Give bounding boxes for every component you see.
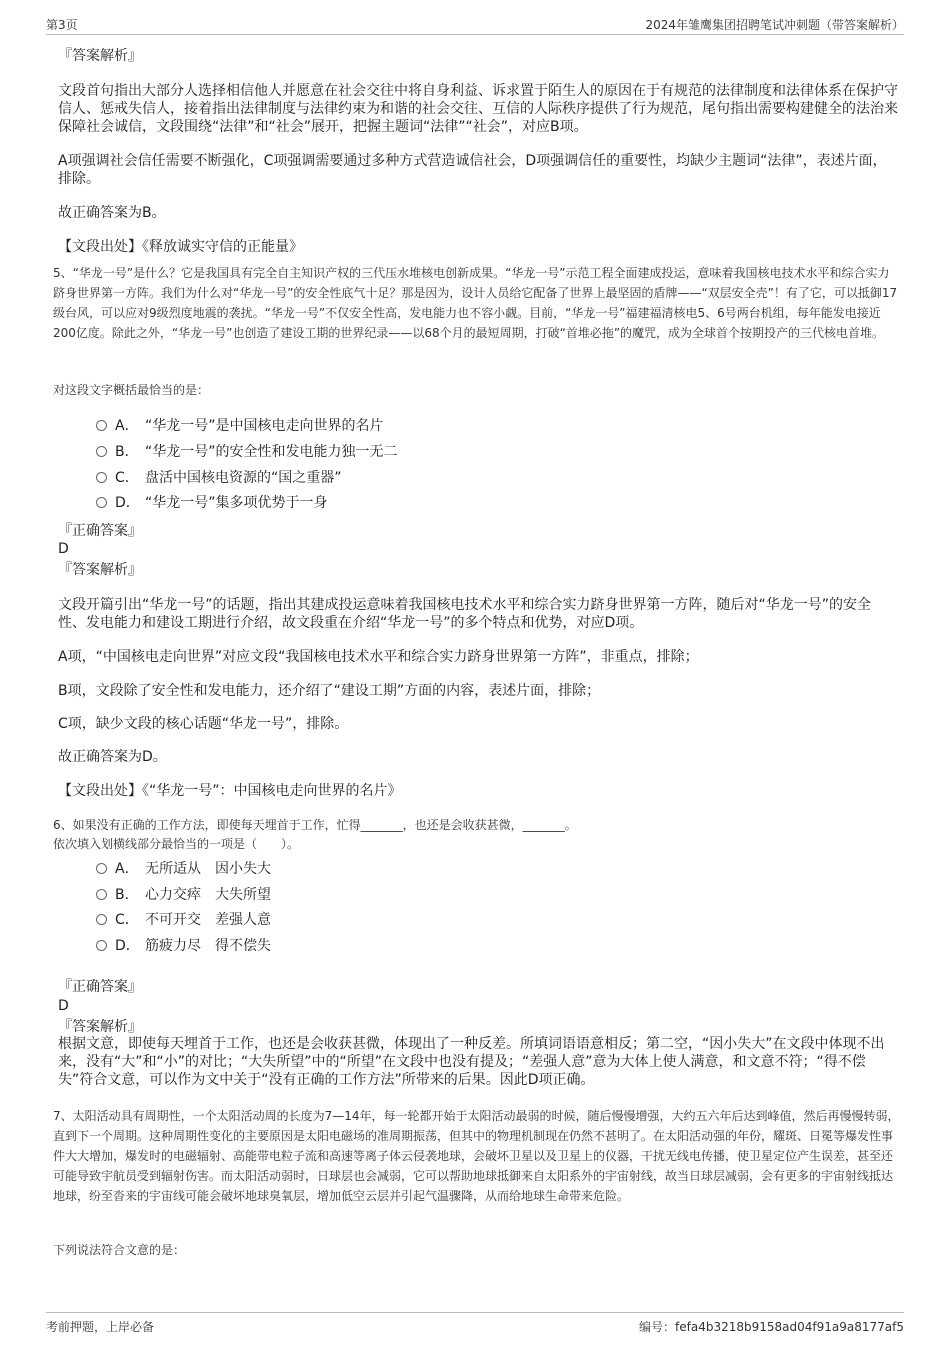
correct-answer: D	[58, 541, 69, 557]
analysis-label: 『答案解析』	[58, 1019, 142, 1035]
option-text: “华龙一号”集多项优势于一身	[145, 495, 328, 511]
option-text: 心力交瘁 大失所望	[145, 887, 271, 903]
radio-icon[interactable]	[96, 420, 107, 431]
option-text: 无所适从 因小失大	[145, 861, 271, 877]
page-footer	[46, 1312, 904, 1337]
option-b[interactable]: B． “华龙一号”的安全性和发电能力独一无二	[96, 443, 398, 461]
question-7-prompt: 下列说法符合文意的是：	[53, 1243, 186, 1257]
option-text: 盘活中国核电资源的“国之重器”	[145, 470, 342, 486]
option-d[interactable]: D． “华龙一号”集多项优势于一身	[96, 494, 328, 512]
page-header	[46, 14, 904, 35]
answer-statement: 故正确答案为D。	[58, 749, 167, 765]
option-text: 不可开交 差强人意	[145, 912, 271, 928]
analysis-label: 『答案解析』	[58, 562, 142, 578]
option-text: “华龙一号”是中国核电走向世界的名片	[145, 418, 384, 434]
question-6-prompt: 依次填入划横线部分最恰当的一项是（ ）。	[53, 837, 300, 851]
correct-answer-label: 『正确答案』	[58, 523, 142, 539]
document-title: 2024年雏鹰集团招聘笔试冲刺题（带答案解析）	[645, 18, 904, 32]
radio-icon[interactable]	[96, 863, 107, 874]
question-5-prompt: 对这段文字概括最恰当的是：	[53, 383, 210, 397]
radio-icon[interactable]	[96, 446, 107, 457]
option-a[interactable]: A． “华龙一号”是中国核电走向世界的名片	[96, 417, 384, 435]
radio-icon[interactable]	[96, 940, 107, 951]
analysis-paragraph: 文段开篇引出“华龙一号”的话题，指出其建成投运意味着我国核电技术水平和综合实力跻身世界第一方阵，随后对“华龙一号”的安全性、发电能力和建设工期进行介绍，故文段重在介绍“华龙一号”的多个特点和优势，对应D项。	[58, 597, 872, 631]
option-b[interactable]: B． 心力交瘁 大失所望	[96, 886, 271, 904]
analysis-paragraph: 根据文意，即使每天埋首于工作，也还是会收获甚微，体现出了一种反差。所填词语语意相反；第二空，“因小失大”在文段中体现不出来，没有“大”和“小”的对比；“大失所望”中的“所望”在文段中也没有提及；“差强人意”意为大体上使人满意，和文意不符；“得不偿失”符合文意，可以作为文中关于“没有正确的工作方法”所带来的后果。因此D项正确。	[58, 1036, 885, 1088]
radio-icon[interactable]	[96, 914, 107, 925]
option-c[interactable]: C． 不可开交 差强人意	[96, 911, 271, 929]
source-citation: 【文段出处】《“华龙一号”：中国核电走向世界的名片》	[58, 783, 402, 799]
analysis-label: 『答案解析』	[58, 48, 142, 64]
document-id: 编号：fefa4b3218b9158ad04f91a9a8177af5	[639, 1320, 904, 1334]
analysis-paragraph: C项，缺少文段的核心话题“华龙一号”，排除。	[58, 716, 349, 732]
analysis-paragraph: A项强调社会信任需要不断强化，C项强调需要通过多种方式营造诚信社会，D项强调信任的重要性，均缺少主题词“法律”，表述片面，排除。	[58, 153, 887, 187]
analysis-paragraph: B项，文段除了安全性和发电能力，还介绍了“建设工期”方面的内容，表述片面，排除；	[58, 683, 601, 699]
analysis-paragraph: 文段首句指出大部分人选择相信他人并愿意在社会交往中将自身利益、诉求置于陌生人的原因在于有规范的法律制度和法律体系在保护守信人、惩戒失信人，接着指出法律制度与法律约束为和谐的社会交往、互信的人际秩序提供了行为规范，尾句指出需要构建健全的法治来保障社会诚信，文段围绕“法律”和“社会”展开，把握主题词“法律”“社会”，对应B项。	[58, 83, 898, 135]
question-5-stem: 5、“华龙一号”是什么？它是我国具有完全自主知识产权的三代压水堆核电创新成果。“华龙一号”示范工程全面建成投运，意味着我国核电技术水平和综合实力跻身世界第一方阵。我们为什么对“华龙一号”的安全性底气十足？那是因为，设计人员给它配备了世界上最坚固的盾牌——“双层安全壳”！有了它，可以抵御17级台风，可以应对9级烈度地震的袭扰。“华龙一号”不仅安全性高，发电能力也不容小觑。目前，“华龙一号”福建福清核电5、6号两台机组，每年能发电接近200亿度。除此之外，“华龙一号”也创造了建设工期的世界纪录——以68个月的最短周期，打破“首堆必拖”的魔咒，成为全球首个按期投产的三代核电首堆。	[53, 266, 898, 340]
radio-icon[interactable]	[96, 889, 107, 900]
footer-slogan: 考前押题，上岸必备	[46, 1320, 155, 1334]
correct-answer-label: 『正确答案』	[58, 979, 142, 995]
analysis-paragraph: A项，“中国核电走向世界”对应文段“我国核电技术水平和综合实力跻身世界第一方阵”，非重点，排除；	[58, 649, 699, 665]
question-7-stem: 7、太阳活动具有周期性，一个太阳活动周的长度为7—14年，每一轮都开始于太阳活动最弱的时候，随后慢慢增强，大约五六年后达到峰值，然后再慢慢转弱，直到下一个周期。这种周期性变化的主要原因是太阳电磁场的准周期振荡，但其中的物理机制现在仍然不甚明了。在太阳活动强的年份，耀斑、日冕等爆发性事件大大增加，爆发时的电磁辐射、高能带电粒子流和高速等离子体云侵袭地球，会破坏卫星以及卫星上的仪器，干扰无线电传播，使卫星定位产生误差，甚至还可能导致宇航员受到辐射伤害。而太阳活动弱时，日球层也会减弱，它可以帮助地球抵御来自太阳系外的宇宙射线，故当日球层减弱，会有更多的宇宙射线抵达地球，纷至沓来的宇宙线可能会破坏地球臭氧层，增加低空云层并引起气温骤降，从而给地球生命带来危险。	[53, 1109, 900, 1203]
option-a[interactable]: A． 无所适从 因小失大	[96, 860, 271, 878]
option-c[interactable]: C． 盘活中国核电资源的“国之重器”	[96, 469, 342, 487]
option-text: 筋疲力尽 得不偿失	[145, 938, 271, 954]
option-d[interactable]: D． 筋疲力尽 得不偿失	[96, 937, 271, 955]
question-6-stem: 6、如果没有正确的工作方法，即使每天埋首于工作，忙得_______，也还是会收获甚微，_______。	[53, 818, 577, 832]
radio-icon[interactable]	[96, 472, 107, 483]
radio-icon[interactable]	[96, 497, 107, 508]
correct-answer: D	[58, 998, 69, 1014]
page-number: 第3页	[46, 18, 78, 32]
option-text: “华龙一号”的安全性和发电能力独一无二	[145, 444, 398, 460]
answer-statement: 故正确答案为B。	[58, 205, 166, 221]
source-citation: 【文段出处】《释放诚实守信的正能量》	[58, 239, 303, 255]
